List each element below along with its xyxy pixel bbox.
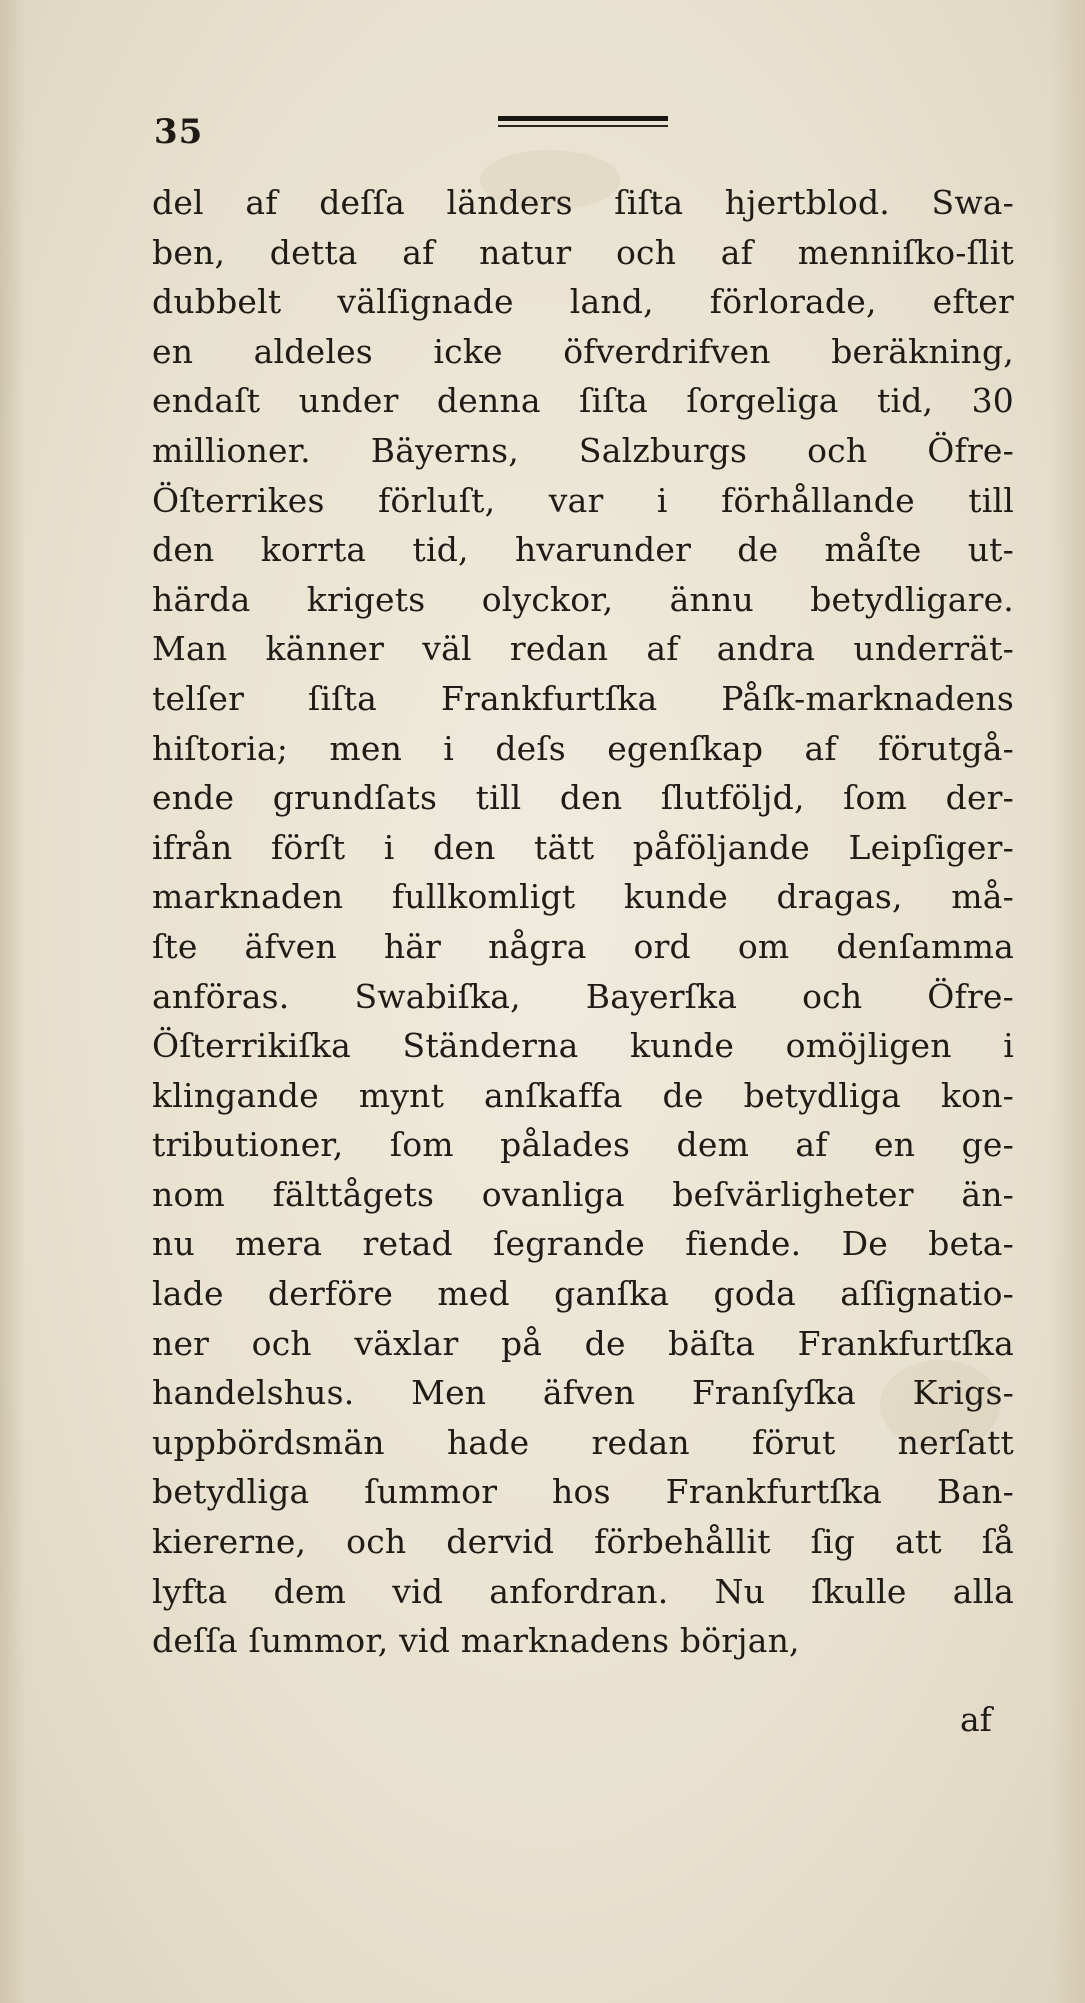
header-rule (498, 116, 668, 132)
text-line: en aldeles icke öfverdrifven beräkning, (152, 331, 1014, 371)
text-line: ben, detta af natur och af menniſko-ſlit (152, 232, 1014, 272)
text-line: Man känner väl redan af andra underrät- (152, 629, 1014, 669)
body-text (152, 178, 1014, 1666)
text-line: endaſt under denna ſiſta ſorgeliga tid, 30 (152, 381, 1014, 421)
page-number: 35 (154, 112, 204, 152)
text-line: Öſterrikes förluſt, var i förhållande till (152, 480, 1014, 520)
text-line: dubbelt välſignade land, förlorade, efter (152, 282, 1014, 322)
text-line: kiererne, och dervid förbehållit ſig att ſå (152, 1522, 1014, 1562)
text-line: betydliga ſummor hos Frankfurtſka Ban- (152, 1472, 1014, 1512)
text-line: härda krigets olyckor, ännu betydligare. (152, 579, 1014, 619)
text-line: millioner. Bäyerns, Salzburgs och Öfre- (152, 430, 1014, 470)
text-line: ifrån förſt i den tätt påföljande Leipſiger- (152, 827, 1014, 867)
text-line: deſſa ſummor, vid marknadens början, (152, 1621, 800, 1661)
text-line: ſte äfven här några ord om denſamma (152, 926, 1014, 966)
text-line: lyfta dem vid anfordran. Nu ſkulle alla (152, 1571, 1014, 1611)
text-line: handelshus. Men äfven Franſyſka Krigs- (152, 1373, 1014, 1413)
text-line: klingande mynt anſkaffa de betydliga kon- (152, 1075, 1014, 1115)
text-line: del af deſſa länders ſiſta hjertblod. Swa- (152, 183, 1014, 222)
text-line: ende grundſats till den ſlutföljd, ſom der- (152, 778, 1014, 818)
catchword: af (960, 1700, 992, 1739)
page-edge-shadow-right (1051, 0, 1085, 2003)
text-line: den korrta tid, hvarunder de måſte ut- (152, 530, 1014, 570)
text-line: hiſtoria; men i deſs egenſkap af förutgå- (152, 728, 1014, 768)
text-line: telſer ſiſta Frankfurtſka Påſk-marknadens (152, 678, 1014, 718)
text-line: lade derföre med ganſka goda aſſignatio- (152, 1274, 1014, 1314)
page-header (150, 108, 1000, 158)
text-line: marknaden fullkomligt kunde dragas, må- (152, 877, 1014, 917)
text-line: nu mera retad ſegrande fiende. De beta- (152, 1224, 1014, 1264)
text-line: anföras. Swabiſka, Bayerſka och Öfre- (152, 976, 1014, 1016)
text-line: uppbördsmän hade redan förut nerſatt (152, 1422, 1014, 1462)
text-line: nom fälttågets ovanliga beſvärligheter än- (152, 1174, 1014, 1214)
page-edge-shadow-left (0, 0, 26, 2003)
text-line: tributioner, ſom pålades dem af en ge- (152, 1125, 1014, 1165)
text-line: Öſterrikiſka Ständerna kunde omöjligen i (152, 1026, 1014, 1066)
text-line: ner och växlar på de bäſta Frankfurtſka (152, 1323, 1014, 1363)
